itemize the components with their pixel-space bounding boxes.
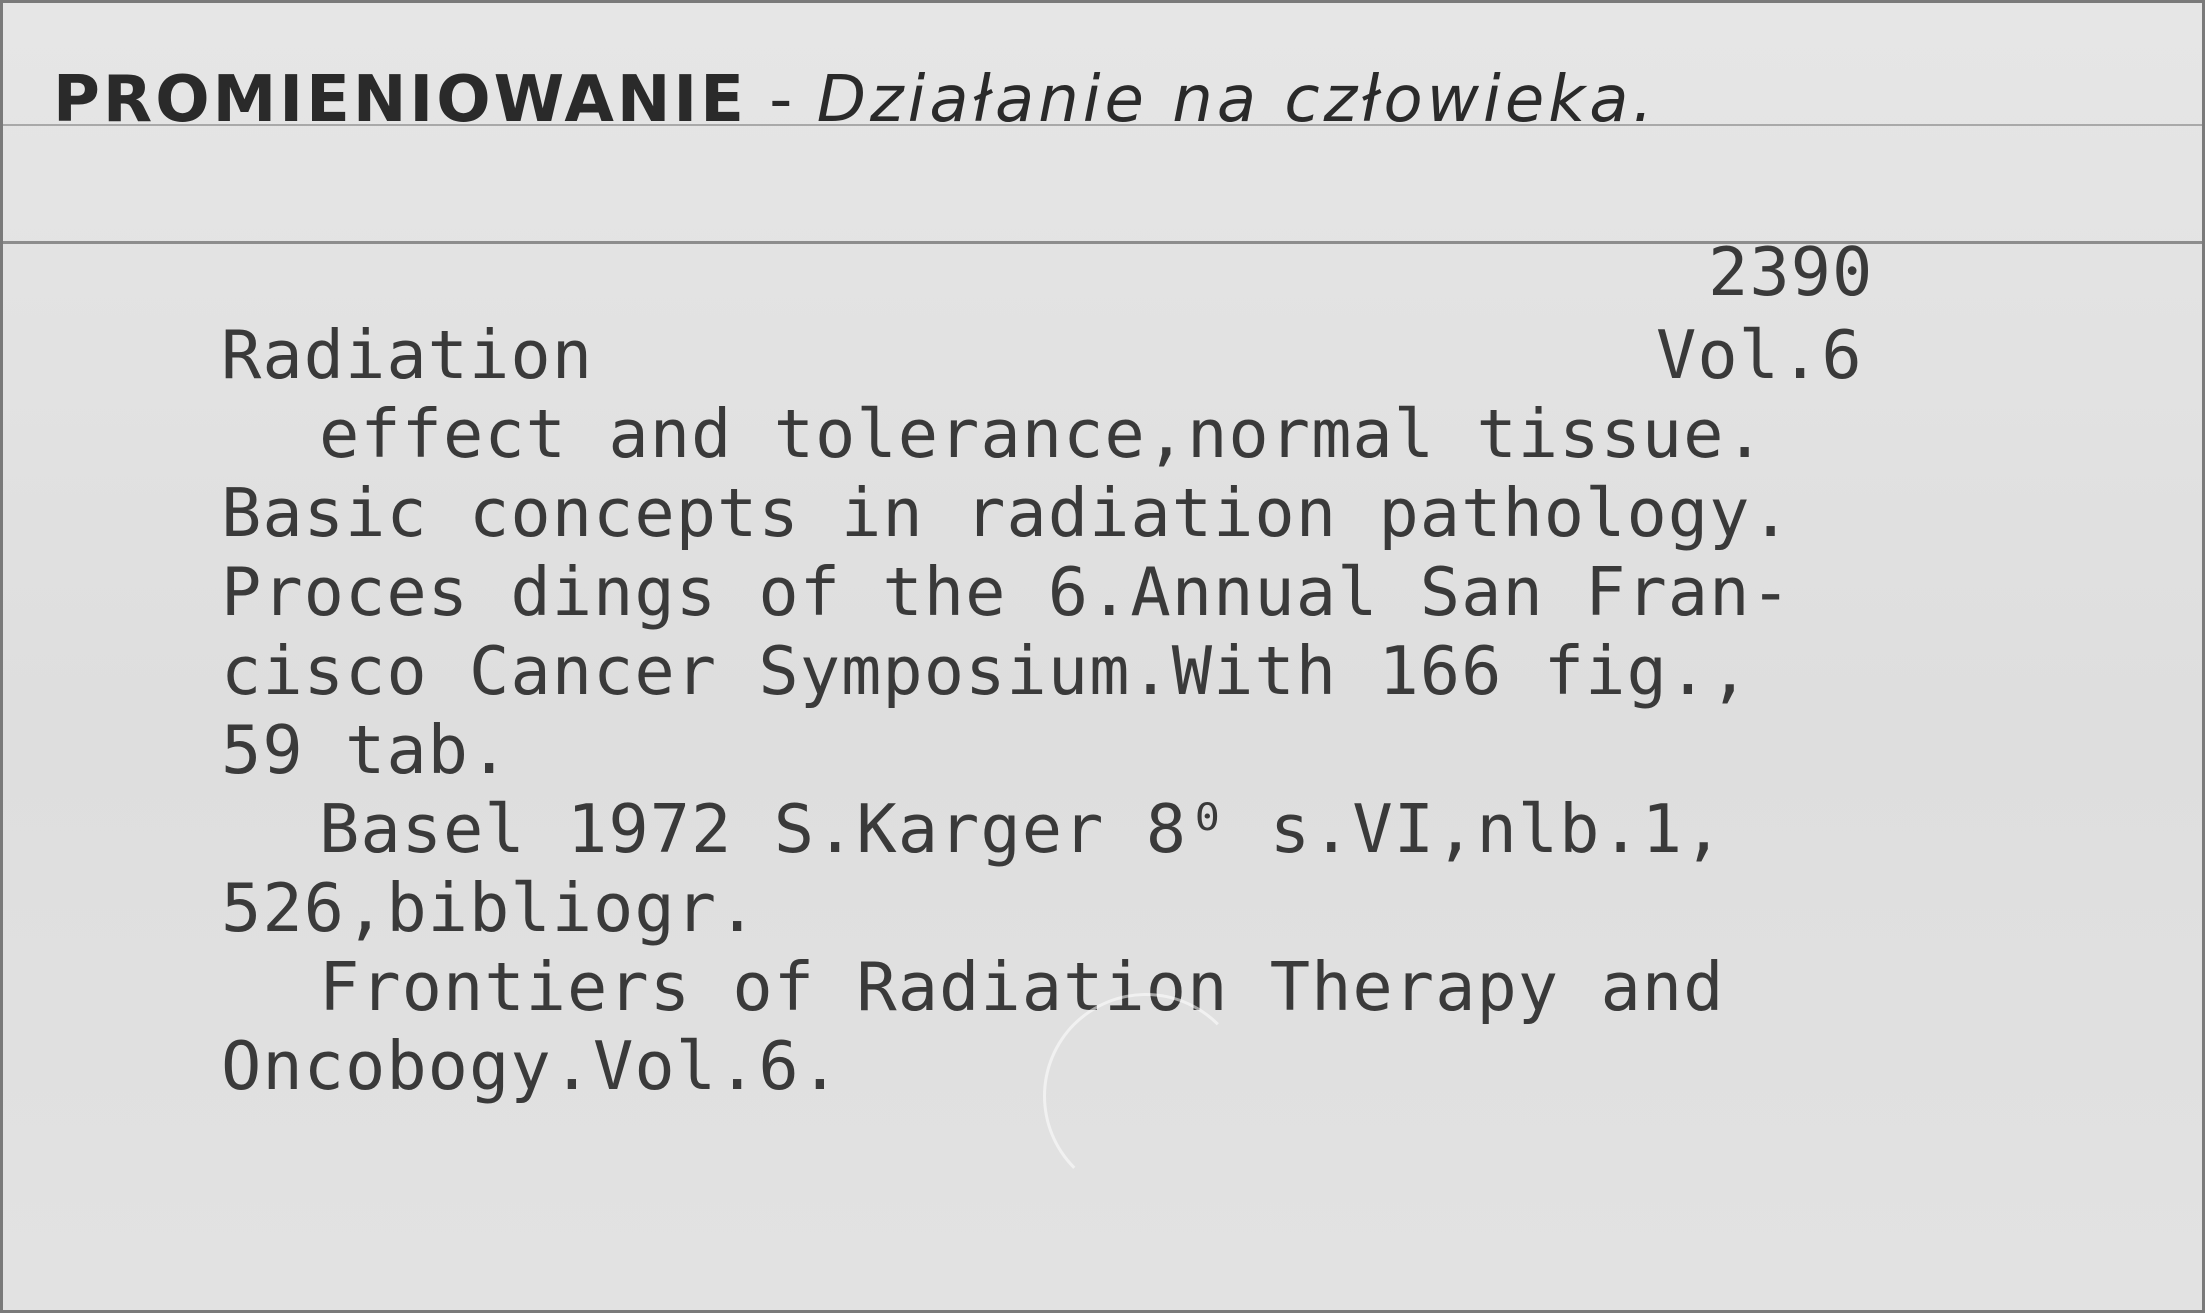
heading-subdivision: Działanie na człowieka. xyxy=(816,63,1657,137)
entry-line-subtitle: effect and tolerance,normal tissue. xyxy=(319,395,1766,473)
divider-rule xyxy=(3,241,2205,244)
entry-line: 59 tab. xyxy=(221,711,511,789)
heading-subject: PROMIENIOWANIE xyxy=(53,63,747,137)
entry-line-title: Radiation xyxy=(221,316,594,394)
entry-line: cisco Cancer Symposium.With 166 fig., xyxy=(221,632,1751,710)
entry-line-series: Frontiers of Radiation Therapy and xyxy=(319,948,1725,1026)
volume-number: Vol.6 xyxy=(1656,316,1863,394)
subject-heading xyxy=(53,55,1657,145)
bibliographic-entry xyxy=(221,316,2121,1106)
heading-separator: - xyxy=(746,63,817,137)
entry-line: Oncobogy.Vol.6. xyxy=(221,1027,842,1105)
entry-line-imprint: Basel 1972 S.Karger 8⁰ s.VI,nlb.1, xyxy=(319,790,1725,868)
entry-line: Basic concepts in radiation pathology. xyxy=(221,474,1792,552)
paper-smudge xyxy=(1043,993,1249,1199)
entry-line: Proces dings of the 6.Annual San Fran- xyxy=(221,553,1792,631)
entry-line: 526,bibliogr. xyxy=(221,869,759,947)
call-number: 2390 xyxy=(1708,233,1874,311)
